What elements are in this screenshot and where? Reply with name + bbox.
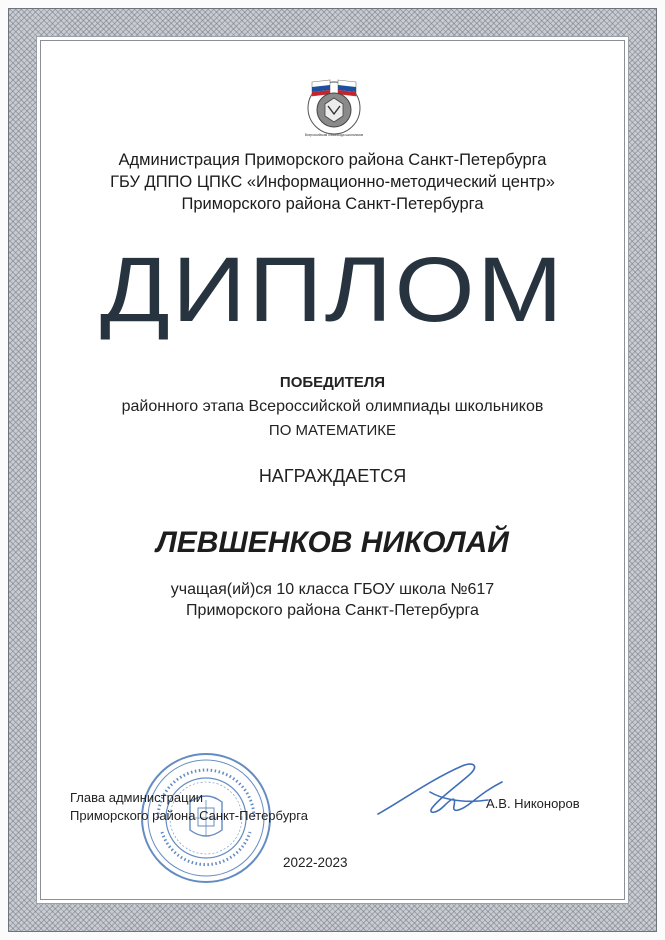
academic-year: 2022-2023 — [283, 855, 348, 870]
winner-label: ПОБЕДИТЕЛЯ — [279, 374, 386, 391]
olympiad-stage: районного этапа Всероссийской олимпиады школьников — [121, 398, 544, 415]
organization-line-1: Администрация Приморского района Санкт-Петербурга — [118, 151, 547, 169]
organization-line-3: Приморского района Санкт-Петербурга — [181, 195, 484, 213]
recipient-school: учащая(ий)ся 10 класса ГБОУ школа №617 — [170, 581, 495, 598]
recipient-name: ЛЕВШЕНКОВ НИКОЛАЙ — [156, 526, 509, 559]
organization-line-2: ГБУ ДППО ЦПКС «Информационно-методический центр» — [110, 173, 555, 191]
signatory-position-1: Глава администрации — [70, 790, 204, 805]
signature-icon — [370, 752, 520, 832]
recipient-district: Приморского района Санкт-Петербурга — [186, 602, 479, 619]
awarded-label: НАГРАЖДАЕТСЯ — [258, 466, 407, 486]
olympiad-emblem-icon — [298, 70, 370, 142]
emblem-caption: Всероссийская олимпиада школьников — [304, 133, 364, 137]
olympiad-subject: ПО МАТЕМАТИКЕ — [268, 422, 397, 439]
diploma-title: ДИПЛОМ — [100, 239, 565, 341]
signatory-position-2: Приморского района Санкт-Петербурга — [70, 808, 308, 823]
signatory-name: А.В. Никоноров — [486, 796, 580, 811]
